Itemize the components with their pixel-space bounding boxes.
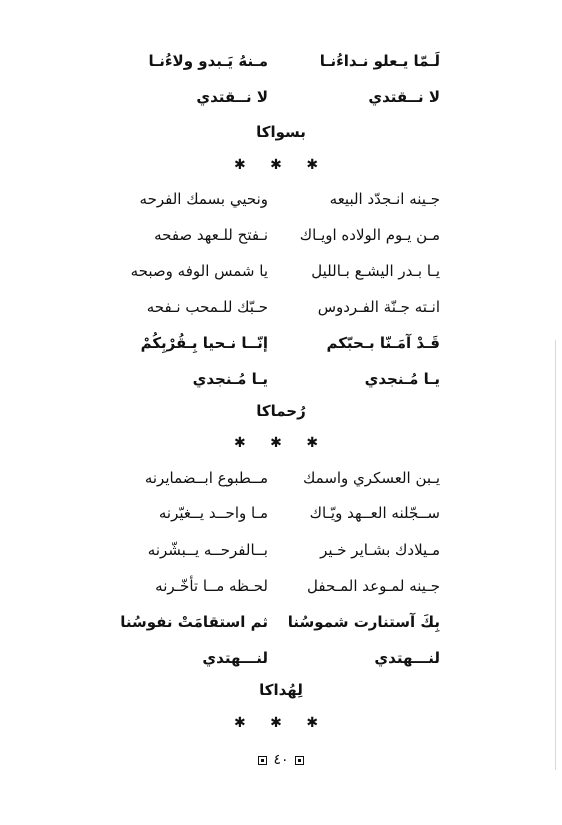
- verse-right: انـته جـنّة الفـردوس: [317, 298, 440, 316]
- refrain: لِهُداكا: [259, 681, 303, 699]
- verse-right: يـا مُـنجدي: [364, 370, 440, 388]
- page-number: [0, 750, 562, 770]
- verse-right: مـيلادك بشـاير خـير: [320, 541, 440, 559]
- verse-left: حـبّك للـمحب نـفحه: [146, 298, 268, 316]
- verse-left: مـا واحــد يــغيّرنه: [158, 504, 268, 522]
- separator-stars: ✱ ✱ ✱: [233, 157, 329, 173]
- verse-right: جـينه انـجدّد البيعه: [329, 190, 440, 208]
- verse-right: بِكَ آستنارت شموسُنا: [287, 613, 440, 631]
- square-ornament-icon: [295, 756, 304, 765]
- verse-left: يـا مُـنجدي: [192, 370, 268, 388]
- verse-left: لحـظه مــا تأخّـرنه: [155, 577, 268, 595]
- refrain: رُحماكا: [256, 402, 306, 420]
- verse-right: لَـمّا يـعلو نـداءُنـا: [319, 52, 440, 70]
- verse-left: لا نــقتدي: [196, 88, 268, 106]
- square-ornament-icon: [258, 756, 267, 765]
- verse-left: ونحيي بسمك الفرحه: [139, 190, 268, 208]
- verse-right: قَـدْ آمَـنّا بـحبّكم: [326, 334, 440, 352]
- separator-stars: ✱ ✱ ✱: [233, 435, 329, 451]
- verse-left: مــطبوع ابــضمايرنه: [144, 469, 268, 487]
- verse-left: إنّــا نـحيا بِـقُرْبِكُمْ: [140, 334, 268, 352]
- separator-stars: ✱ ✱ ✱: [233, 715, 329, 731]
- verse-right: ســجّلنه العــهد ويّـاك: [309, 504, 440, 522]
- verse-right: لنـــهتدي: [374, 649, 440, 667]
- verse-right: لا نــقتدي: [368, 88, 440, 106]
- verse-right: يـا بـدر اليشـع بـالليل: [311, 262, 440, 280]
- verse-right: جـينه لمـوعد المـحفل: [307, 577, 440, 595]
- page-number-text: ٤٠: [273, 752, 289, 768]
- verse-left: نـفتح للـعهد صفحه: [154, 226, 268, 244]
- page-edge-shadow: [555, 340, 556, 770]
- verse-left: لنـــهتدي: [202, 649, 268, 667]
- verse-left: ثم استقامَتْ نفوسُنا: [120, 613, 268, 631]
- verse-left: بــالفرحــه يــبشّرنه: [147, 541, 268, 559]
- verse-left: مـنهُ يَـبدو ولاءُنـا: [148, 52, 268, 70]
- verse-left: يا شمس الوفه وصبحه: [130, 262, 268, 280]
- refrain: بسواكا: [256, 123, 306, 141]
- verse-right: يـبن العسكري واسمك: [303, 469, 440, 487]
- verse-right: مـن يـوم الولاده اويـاك: [299, 226, 440, 244]
